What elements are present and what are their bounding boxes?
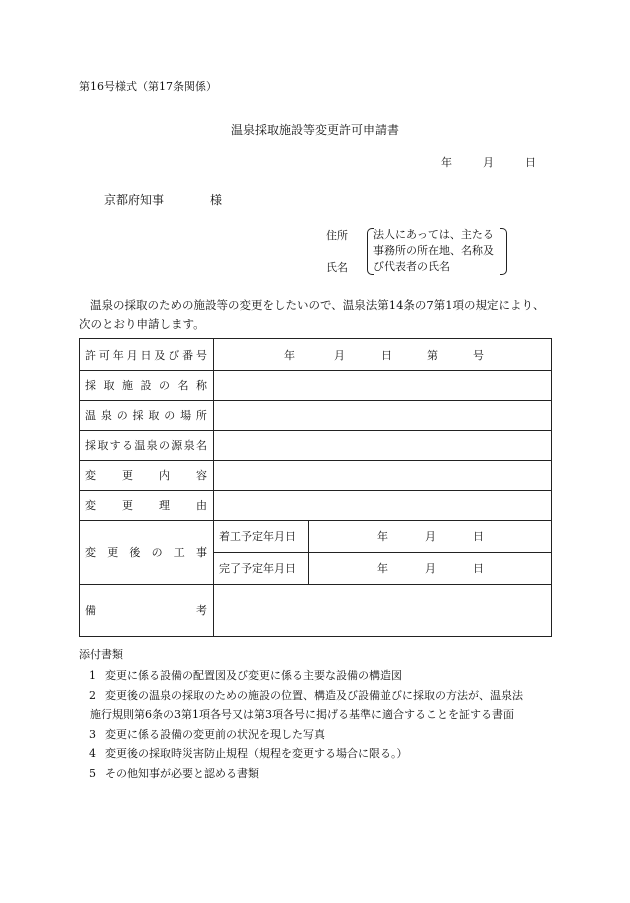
label-post-change-work: 変 更 後 の 工 事 [85, 546, 207, 559]
list-item: 5 その他知事が必要と認める書類 [89, 766, 259, 780]
label-change-reason: 変 更 理 由 [85, 499, 207, 512]
permit-month: 月 [334, 349, 345, 362]
document-title: 温泉採取施設等変更許可申請書 [230, 123, 399, 137]
start-day: 日 [473, 530, 484, 543]
date-line [441, 156, 536, 170]
address-label: 住所 [326, 229, 348, 242]
label-completion-date: 完了予定年月日 [219, 562, 296, 575]
date-month: 月 [483, 156, 494, 169]
permit-dai: 第 [427, 349, 438, 362]
date-day: 日 [525, 156, 536, 169]
label-remarks: 備 考 [85, 604, 207, 617]
completion-year: 年 [377, 562, 388, 575]
list-item: 1 変更に係る設備の配置図及び変更に係る主要な設備の構造図 [89, 669, 402, 682]
list-item: 2 変更後の温泉の採取のための施設の位置、構造及び設備並びに採取の方法が、温泉法 施行規則第6条の3第1項各号又は第3項各号に掲げる基準に適合することを証する書面 [89, 688, 523, 721]
note-line-2: 事務所の所在地、名称及 [373, 244, 494, 257]
list-item: 3 変更に係る設備の変更前の状況を現した写真 [89, 727, 325, 741]
intro-line-1: 温泉の採取のための施設等の変更をしたいので、温泉法第14条の7第1項の規定により、 [90, 298, 545, 312]
permit-day: 日 [381, 349, 392, 362]
label-change-content: 変 更 内 容 [85, 469, 207, 482]
intro-line-2: 次のとおり申請します。 [79, 317, 205, 331]
addressee-name: 京都府知事 [104, 193, 165, 207]
right-bracket [500, 228, 507, 275]
list-item: 4 変更後の採取時災害防止規程（規程を変更する場合に限る。） [89, 747, 408, 760]
label-facility-name: 採 取 施 設 の 名 称 [85, 379, 207, 392]
form-number: 第16号様式（第17条関係） [79, 80, 217, 93]
application-table [79, 338, 552, 637]
attachments-list [79, 666, 559, 783]
label-source-name: 採 取 す る 温 泉 の 源 泉 名 [85, 439, 207, 452]
corporate-note [367, 227, 507, 275]
note-line-1: 法人にあっては、主たる [373, 228, 494, 241]
label-permit-date-number: 許 可 年 月 日 及 び 番 号 [85, 348, 207, 362]
start-month: 月 [425, 530, 436, 543]
completion-day: 日 [473, 562, 484, 575]
addressee [104, 192, 222, 208]
date-year: 年 [441, 156, 452, 169]
start-year: 年 [377, 530, 388, 543]
name-label: 氏名 [326, 261, 348, 274]
addressee-honorific: 様 [210, 193, 223, 207]
label-start-date: 着工予定年月日 [219, 530, 296, 543]
permit-go: 号 [473, 349, 484, 362]
intro-text [79, 296, 559, 334]
label-collection-place: 温 泉 の 採 取 の 場 所 [85, 409, 207, 422]
attachments-title: 添付書類 [79, 648, 123, 661]
note-line-3: び代表者の氏名 [373, 260, 450, 273]
completion-month: 月 [425, 562, 436, 575]
permit-year: 年 [284, 349, 295, 362]
